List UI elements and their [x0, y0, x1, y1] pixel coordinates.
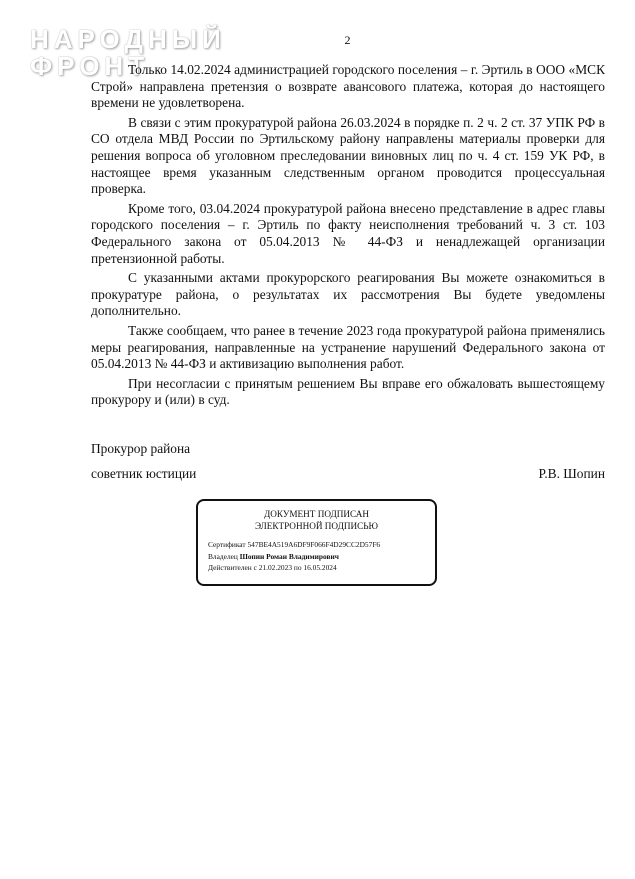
stamp-title-line-1: ДОКУМЕНТ ПОДПИСАН [264, 509, 369, 519]
page-number: 2 [344, 33, 351, 47]
paragraph: В связи с этим прокуратурой района 26.03.2024 в порядке п. 2 ч. 2 ст. 37 УПК РФ в СО отдела МВД России по Эртильскому району направлены материалы проверки для решения вопроса об уголовном преследовании виновных лиц по ч. 4 ст. 159 УК РФ, в настоящее время указанным следственным органом проводится процессуальная проверка. [91, 114, 605, 197]
owner-value: Шопин Роман Владимирович [239, 551, 339, 561]
electronic-signature-stamp [196, 499, 437, 586]
watermark-line-1: НАРОДНЫЙ [30, 24, 226, 54]
stamp-title [208, 509, 425, 532]
certificate-label: Сертификат [208, 540, 246, 549]
valid-to-label: по [293, 563, 302, 573]
paragraph: Только 14.02.2024 администрацией городского поселения – г. Эртиль в ООО «МСК Строй» направлена претензия о возврате авансового платежа, которая до настоящего времени не удовлетворена. [91, 62, 605, 111]
signatory-name: Р.В. Шопин [538, 466, 605, 481]
signatory-rank: советник юстиции [91, 466, 197, 481]
valid-from: 21.02.2023 [258, 563, 293, 573]
stamp-certificate [208, 539, 425, 551]
paragraph: Кроме того, 03.04.2024 прокуратурой района внесено представление в адрес главы городского поселения – г. Эртиль по факту неисполнения требований ч. 3 ст. 103 Федерального закона от 05.04.2013 № 44-ФЗ и ненадлежащей организации претензионной работы. [91, 200, 605, 266]
certificate-value: 547BE4A519A6DF9F066F4D29CC2D57F6 [247, 540, 381, 549]
paragraph: С указанными актами прокурорского реагирования Вы можете ознакомиться в прокуратуре района, о результатах их рассмотрения Вы будете уведомлены дополнительно. [91, 270, 605, 319]
valid-label: Действителен с [208, 563, 257, 573]
stamp-title-line-2: ЭЛЕКТРОННОЙ ПОДПИСЬЮ [255, 520, 378, 531]
owner-label: Владелец [208, 551, 238, 561]
signatory-row [91, 466, 605, 482]
letter-body [91, 62, 605, 409]
paragraph: Также сообщаем, что ранее в течение 2023 года прокуратурой района применялись меры реагирования, направленные на устранение нарушений Федерального закона от 05.04.2013 № 44-ФЗ и активизацию выполнения работ. [91, 322, 605, 372]
stamp-validity [208, 562, 425, 574]
stamp-owner [208, 551, 425, 563]
signatory-position: Прокурор района [91, 441, 191, 456]
paragraph: При несогласии с принятым решением Вы вправе его обжаловать вышестоящему прокурору и (или) в суд. [91, 375, 605, 408]
watermark-line-2: ФРОНТ [30, 51, 150, 81]
valid-to: 16.05.2024 [303, 563, 337, 573]
